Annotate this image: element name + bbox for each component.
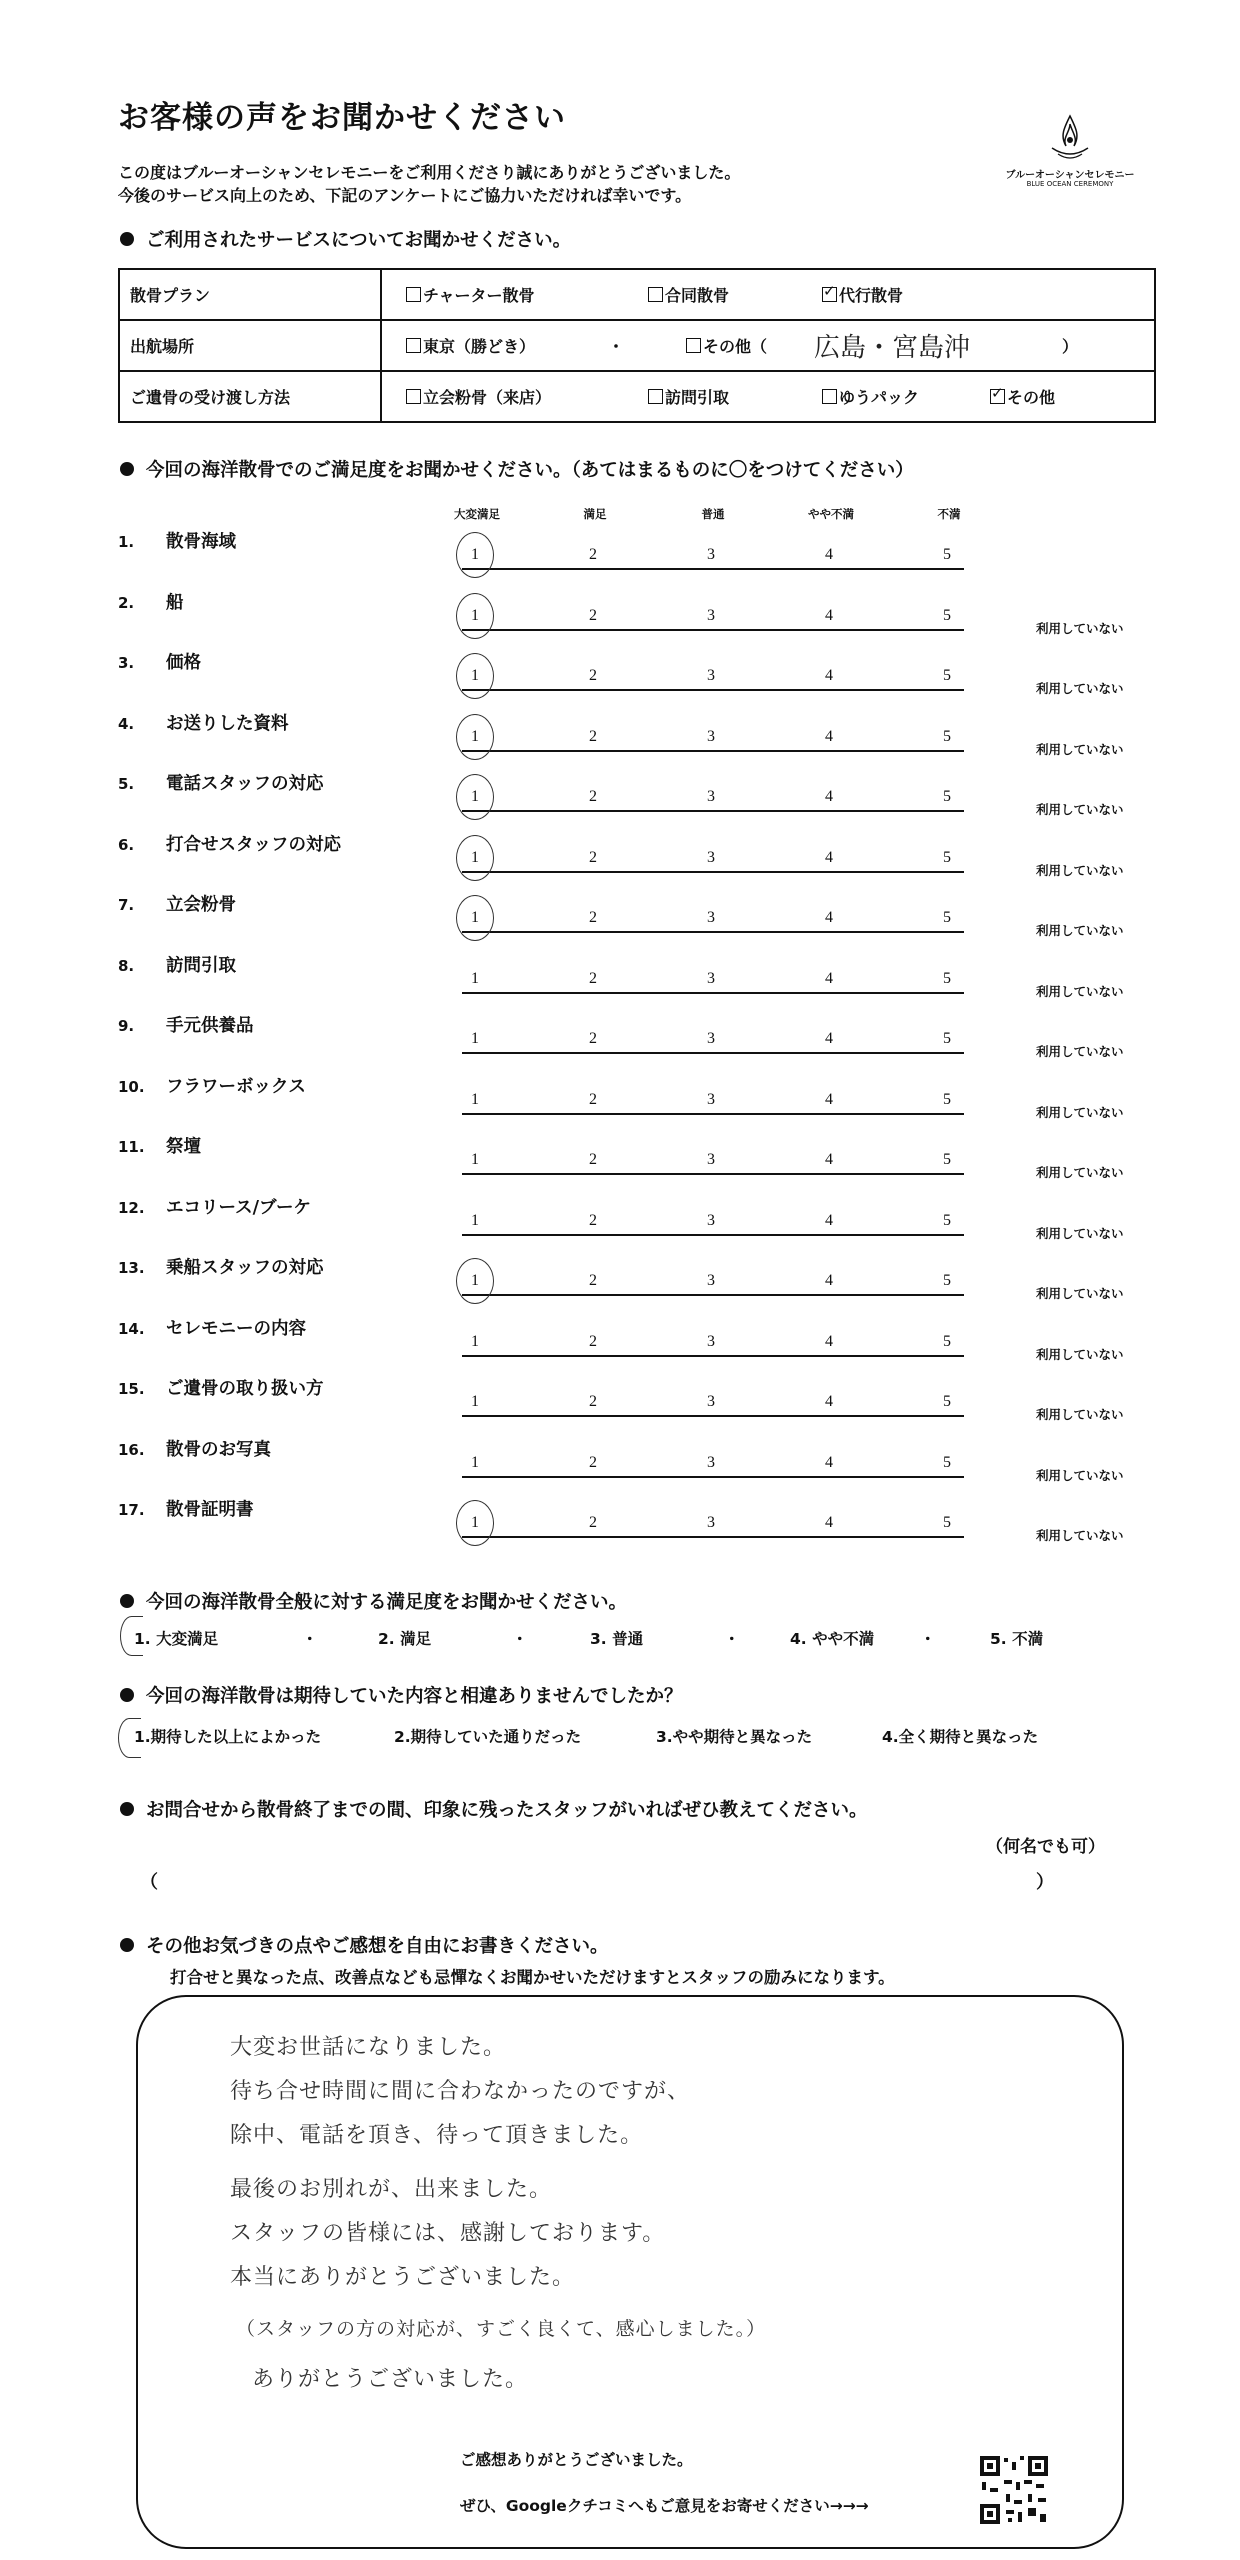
rating-option[interactable]: 4 (825, 667, 833, 684)
question-label (118, 1254, 324, 1279)
question-text: 船 (166, 592, 184, 613)
rating-option[interactable]: 4 (825, 1332, 833, 1350)
rating-option[interactable]: 4 (825, 1453, 833, 1471)
handwritten-line: 大変お世話になりました。 (230, 2035, 507, 2060)
rating-underline (462, 1476, 964, 1478)
qr-code-icon[interactable] (978, 2454, 1050, 2526)
rating-option[interactable]: 4 (825, 1514, 833, 1531)
question-label (118, 891, 236, 916)
rating-option[interactable]: 1 (471, 848, 479, 866)
selection-circle (456, 653, 494, 699)
option-proxy[interactable]: ✓ 代行散骨 (822, 283, 903, 306)
selection-circle (456, 532, 494, 578)
rating-option[interactable]: 3 (707, 788, 715, 805)
rating-option[interactable]: 3 (707, 909, 715, 926)
not-used-option[interactable]: 利用していない (1036, 923, 1124, 938)
scale-label: 不満 (937, 507, 961, 521)
footer-google-note: ぜひ、Googleクチコミへもご意見をお寄せください→→→ (460, 2497, 869, 2515)
question-number: 1. (118, 533, 135, 551)
rating-option[interactable]: 5 (943, 606, 951, 624)
rating-option[interactable]: 2 (589, 1272, 597, 1289)
rating-option[interactable]: 2 (589, 788, 597, 805)
staff-open-paren: （ (140, 1872, 158, 1893)
rating-underline (462, 931, 964, 933)
question-text: 散骨のお写真 (166, 1439, 271, 1460)
rating-option[interactable]: 5 (943, 1030, 951, 1047)
rating-option[interactable]: 3 (707, 727, 715, 745)
separator: ・ (302, 1630, 318, 1648)
handwritten-line: 最後のお別れが、出来ました。 (230, 2177, 553, 2202)
rating-option[interactable]: 3 (707, 1211, 715, 1229)
rating-option[interactable]: 1 (471, 1332, 479, 1350)
bullet-icon (120, 1938, 134, 1952)
question-number: 8. (118, 956, 135, 975)
rating-underline (462, 871, 964, 873)
rating-option[interactable]: 3 (707, 1090, 715, 1108)
checkbox[interactable] (406, 389, 421, 404)
option-attend[interactable]: 立会粉骨（来店） (406, 385, 551, 408)
not-used-option[interactable]: 利用していない (1036, 1286, 1124, 1301)
question-number: 14. (118, 1319, 145, 1338)
question-text: 電話スタッフの対応 (166, 774, 324, 794)
rating-option[interactable]: 5 (943, 909, 951, 926)
expectation-choice-2[interactable]: 2.期待していた通りだった (394, 1728, 582, 1746)
rating-option[interactable]: 2 (589, 1151, 597, 1168)
rating-option[interactable]: 3 (707, 1030, 715, 1047)
comments-subtext: 打合せと異なった点、改善点なども忌憚なくお聞かせいただけますとスタッフの励みになります。 (170, 1968, 895, 1987)
handwritten-line: （スタッフの方の対応が、すごく良くて、感心しました。） (236, 2318, 767, 2340)
rating-option[interactable]: 1 (471, 1393, 479, 1410)
logo-name: ブルーオーシャンセレモニー (1005, 170, 1135, 181)
checkbox[interactable] (822, 389, 837, 404)
question-number: 9. (118, 1017, 135, 1035)
rating-underline (462, 1234, 964, 1236)
option-visit[interactable]: 訪問引取 (648, 385, 729, 408)
rating-option[interactable]: 3 (707, 606, 715, 624)
question-label (118, 589, 184, 614)
rating-option[interactable]: 1 (471, 969, 479, 987)
rating-option[interactable]: 2 (589, 667, 597, 684)
question-label (118, 831, 341, 856)
rating-option[interactable]: 4 (825, 788, 833, 805)
rating-option[interactable]: 2 (589, 1090, 597, 1108)
not-used-option[interactable]: 利用していない (1036, 1104, 1124, 1120)
question-number: 2. (118, 593, 135, 612)
rating-option[interactable]: 5 (943, 1332, 951, 1350)
question-number: 13. (118, 1259, 145, 1277)
not-used-option[interactable]: 利用していない (1036, 1165, 1124, 1180)
question-text: 訪問引取 (166, 955, 236, 976)
question-number: 17. (118, 1501, 145, 1519)
not-used-option[interactable]: 利用していない (1036, 802, 1124, 817)
rating-option[interactable]: 3 (707, 848, 715, 866)
rating-option[interactable]: 4 (825, 848, 833, 866)
rating-option[interactable]: 4 (825, 909, 833, 926)
checkbox[interactable] (406, 287, 421, 302)
question-text: 乗船スタッフの対応 (166, 1258, 324, 1278)
question-text: 散骨証明書 (166, 1500, 254, 1520)
rating-option[interactable]: 5 (943, 848, 951, 866)
question-text: 手元供養品 (166, 1016, 254, 1036)
row-options (381, 269, 1155, 320)
scale-label: 満足 (583, 507, 607, 521)
not-used-option[interactable]: 利用していない (1036, 1467, 1124, 1483)
rating-option[interactable]: 1 (471, 727, 479, 745)
intro-line-2: 今後のサービス向上のため、下記のアンケートにご協力いただければ幸いです。 (118, 186, 692, 205)
rating-option[interactable]: 1 (471, 1272, 479, 1289)
question-text: 立会粉骨 (166, 895, 236, 915)
overall-choice-5[interactable]: 5. 不満 (990, 1630, 1044, 1648)
rating-option[interactable]: 1 (471, 788, 479, 805)
comments-heading-text: その他お気づきの点やご感想を自由にお書きください。 (146, 1936, 609, 1957)
selection-circle (120, 1616, 143, 1656)
rating-option[interactable]: 4 (825, 1272, 833, 1289)
staff-close-paren: ） (1036, 1872, 1054, 1893)
rating-underline (462, 810, 964, 812)
rating-option[interactable]: 2 (589, 606, 597, 624)
checkbox-checked[interactable] (822, 287, 837, 302)
company-logo (1000, 110, 1140, 200)
services-row-departure (119, 320, 1155, 371)
bullet-icon (120, 462, 134, 476)
rating-option[interactable]: 5 (943, 788, 951, 805)
question-number: 3. (118, 654, 135, 672)
rating-option[interactable]: 1 (471, 546, 479, 563)
overall-choice-2[interactable]: 2. 満足 (378, 1630, 432, 1648)
rating-underline (462, 1052, 964, 1054)
not-used-option[interactable]: 利用していない (1036, 681, 1124, 696)
question-number: 6. (118, 835, 135, 854)
rating-option[interactable]: 3 (707, 1151, 715, 1168)
rating-option[interactable]: 5 (943, 1090, 951, 1108)
rating-option[interactable]: 3 (707, 1332, 715, 1350)
selection-circle (456, 593, 494, 639)
rating-option[interactable]: 2 (589, 969, 597, 987)
expectation-heading-text: 今回の海洋散骨は期待していた内容と相違ありませんでしたか？ (146, 1686, 683, 1707)
expectation-choice-4[interactable]: 4.全く期待と異なった (882, 1728, 1039, 1746)
rating-option[interactable]: 1 (471, 1211, 479, 1229)
expectation-choice-1[interactable]: 1.期待した以上によかった (134, 1728, 322, 1746)
rating-underline (462, 992, 964, 994)
page-title: お客様の声をお聞かせください (118, 100, 566, 136)
rating-option[interactable]: 2 (589, 909, 597, 926)
not-used-option[interactable]: 利用していない (1036, 1407, 1124, 1422)
question-label (118, 528, 236, 553)
rating-option[interactable]: 4 (825, 727, 833, 745)
selection-circle (456, 835, 494, 881)
footer-thanks: ご感想ありがとうございました。 (460, 2451, 693, 2469)
separator: ・ (608, 337, 625, 356)
option-yupack[interactable]: ゆうパック (822, 385, 919, 408)
row-label: 散骨プラン (119, 269, 381, 320)
not-used-option[interactable]: 利用していない (1036, 862, 1124, 878)
overall-heading (120, 1588, 627, 1614)
rating-option[interactable]: 5 (943, 727, 951, 745)
rating-option[interactable]: 4 (825, 1211, 833, 1229)
rating-option[interactable]: 4 (825, 546, 833, 563)
rating-option[interactable]: 3 (707, 667, 715, 684)
rating-underline (462, 629, 964, 631)
not-used-option[interactable]: 利用していない (1036, 1346, 1124, 1362)
staff-input-area[interactable] (164, 1864, 1024, 1892)
expectation-choice-3[interactable]: 3.やや期待と異なった (656, 1728, 813, 1746)
rating-option[interactable]: 4 (825, 969, 833, 987)
question-label (118, 1194, 311, 1219)
rating-option[interactable]: 2 (589, 1393, 597, 1410)
not-used-option[interactable]: 利用していない (1036, 1225, 1124, 1241)
selection-circle (456, 774, 494, 820)
rating-option[interactable]: 1 (471, 1453, 479, 1471)
handwritten-line: 待ち合せ時間に間に合わなかったのですが、 (230, 2079, 691, 2104)
option-other[interactable]: その他（ (686, 334, 767, 357)
rating-option[interactable]: 1 (471, 1514, 479, 1531)
question-label (118, 649, 201, 674)
selection-circle (456, 1500, 494, 1546)
question-label (118, 1436, 271, 1461)
rating-option[interactable]: 3 (707, 969, 715, 987)
services-heading (120, 226, 571, 252)
selection-circle (456, 1258, 494, 1304)
rating-option[interactable]: 4 (825, 1393, 833, 1410)
question-text: 祭壇 (166, 1137, 201, 1157)
rating-option[interactable]: 4 (825, 606, 833, 624)
question-label (118, 952, 236, 977)
intro-line-1: この度はブルーオーシャンセレモニーをご利用くださり誠にありがとうございました。 (118, 163, 741, 182)
question-label (118, 1073, 306, 1098)
option-charter[interactable]: チャーター散骨 (406, 283, 535, 306)
question-label (118, 1012, 254, 1037)
rating-option[interactable]: 4 (825, 1090, 833, 1108)
question-label (118, 710, 289, 735)
handwritten-line: 本当にありがとうございました。 (230, 2265, 576, 2290)
satisfaction-heading (120, 456, 914, 482)
row-label: 出航場所 (119, 320, 381, 371)
not-used-option[interactable]: 利用していない (1036, 741, 1124, 757)
services-table (118, 268, 1156, 423)
separator: ・ (724, 1630, 740, 1648)
rating-option[interactable]: 2 (589, 546, 597, 563)
question-number: 15. (118, 1380, 145, 1398)
rating-option[interactable]: 2 (589, 1030, 597, 1047)
rating-option[interactable]: 2 (589, 848, 597, 866)
rating-option[interactable]: 5 (943, 1514, 951, 1531)
rating-underline (462, 689, 964, 691)
rating-option[interactable]: 2 (589, 1332, 597, 1350)
expectation-heading (120, 1682, 683, 1708)
row-options (381, 320, 1155, 371)
question-number: 11. (118, 1138, 145, 1156)
question-text: 打合せスタッフの対応 (166, 834, 341, 855)
question-number: 16. (118, 1440, 145, 1459)
question-label (118, 1315, 306, 1340)
rating-option[interactable]: 3 (707, 1514, 715, 1531)
rating-option[interactable]: 1 (471, 606, 479, 624)
scale-label: 普通 (701, 507, 725, 521)
question-number: 7. (118, 896, 135, 914)
overall-choice-4[interactable]: 4. やや不満 (790, 1630, 875, 1648)
rating-option[interactable]: 2 (589, 1514, 597, 1531)
question-text: セレモニーの内容 (166, 1318, 306, 1339)
staff-heading (120, 1796, 868, 1822)
services-row-plan (119, 269, 1155, 320)
rating-underline (462, 568, 964, 570)
rating-option[interactable]: 5 (943, 667, 951, 684)
rating-option[interactable]: 2 (589, 1453, 597, 1471)
checkbox[interactable] (686, 338, 701, 353)
rating-option[interactable]: 1 (471, 1090, 479, 1108)
bullet-icon (120, 232, 134, 246)
rating-underline (462, 1173, 964, 1175)
question-label (118, 1133, 201, 1158)
separator: ・ (512, 1630, 528, 1648)
not-used-option[interactable]: 利用していない (1036, 1528, 1124, 1543)
question-number: 5. (118, 775, 135, 793)
staff-heading-text: お問合せから散骨終了までの間、印象に残ったスタッフがいればぜひ教えてください。 (146, 1800, 868, 1821)
bullet-icon (120, 1594, 134, 1608)
option-other[interactable]: ✓ その他 (990, 385, 1055, 408)
checkbox-checked[interactable] (990, 389, 1005, 404)
question-label (118, 1496, 254, 1521)
rating-option[interactable]: 5 (943, 969, 951, 987)
rating-option[interactable]: 4 (825, 1151, 833, 1168)
rating-option[interactable]: 1 (471, 909, 479, 926)
satisfaction-heading-text: 今回の海洋散骨でのご満足度をお聞かせください。（あてはまるものに〇をつけてください） (146, 460, 914, 481)
row-options (381, 371, 1155, 422)
rating-option[interactable]: 5 (943, 1453, 951, 1471)
handwritten-line: ありがとうございました。 (252, 2367, 529, 2392)
rating-option[interactable]: 5 (943, 1272, 951, 1289)
overall-choice-1[interactable]: 1. 大変満足 (134, 1630, 219, 1648)
rating-underline (462, 1355, 964, 1357)
question-text: 散骨海域 (166, 532, 236, 552)
rating-option[interactable]: 3 (707, 1393, 715, 1410)
question-text: ご遺骨の取り扱い方 (166, 1379, 324, 1399)
rating-underline (462, 1536, 964, 1538)
question-label (118, 770, 324, 795)
separator: ・ (920, 1630, 936, 1648)
logo-flame-icon (1000, 110, 1140, 166)
services-row-delivery (119, 371, 1155, 422)
checkbox[interactable] (648, 287, 663, 302)
rating-option[interactable]: 2 (589, 1211, 597, 1229)
handwritten-line: スタッフの皆様には、感謝しております。 (230, 2221, 666, 2246)
not-used-option[interactable]: 利用していない (1036, 983, 1124, 999)
checkbox[interactable] (406, 338, 421, 353)
rating-underline (462, 1415, 964, 1417)
question-text: フラワーボックス (166, 1076, 306, 1097)
question-text: お送りした資料 (166, 713, 289, 734)
rating-option[interactable]: 5 (943, 546, 951, 563)
comments-heading (120, 1932, 609, 1958)
bullet-icon (120, 1688, 134, 1702)
row-label: ご遺骨の受け渡し方法 (119, 371, 381, 422)
rating-option[interactable]: 3 (707, 1272, 715, 1289)
overall-heading-text: 今回の海洋散骨全般に対する満足度をお聞かせください。 (146, 1592, 628, 1613)
rating-underline (462, 750, 964, 752)
handwritten-line: 除中、電話を頂き、待って頂きました。 (230, 2123, 644, 2148)
checkbox[interactable] (648, 389, 663, 404)
rating-option[interactable]: 5 (943, 1151, 951, 1168)
rating-option[interactable]: 1 (471, 1151, 479, 1168)
question-number: 12. (118, 1198, 145, 1217)
question-text: エコリース/ブーケ (166, 1197, 311, 1218)
option-tokyo[interactable]: 東京（勝どき） (406, 334, 535, 357)
rating-option[interactable]: 4 (825, 1030, 833, 1047)
rating-option[interactable]: 5 (943, 1211, 951, 1229)
rating-option[interactable]: 1 (471, 1030, 479, 1047)
selection-circle (456, 714, 494, 760)
rating-option[interactable]: 3 (707, 1453, 715, 1471)
overall-choice-3[interactable]: 3. 普通 (590, 1630, 644, 1648)
rating-option[interactable]: 3 (707, 546, 715, 563)
other-location-handwritten[interactable]: 広島・宮島沖 (814, 333, 971, 363)
services-heading-text: ご利用されたサービスについてお聞かせください。 (146, 230, 572, 251)
question-text: 価格 (166, 653, 201, 673)
scale-label: やや不満 (808, 507, 854, 521)
question-number: 4. (118, 714, 135, 733)
option-joint[interactable]: 合同散骨 (648, 283, 729, 306)
rating-underline (462, 1113, 964, 1115)
bullet-icon (120, 1802, 134, 1816)
question-label (118, 1375, 324, 1400)
logo-subtitle: BLUE OCEAN CEREMONY (1026, 180, 1114, 188)
rating-option[interactable]: 1 (471, 667, 479, 684)
not-used-option[interactable]: 利用していない (1036, 1044, 1124, 1059)
rating-option[interactable]: 2 (589, 727, 597, 745)
rating-option[interactable]: 5 (943, 1393, 951, 1410)
rating-underline (462, 1294, 964, 1296)
close-paren: ） (1062, 337, 1079, 356)
scale-label: 大変満足 (454, 507, 500, 521)
not-used-option[interactable]: 利用していない (1036, 620, 1124, 636)
question-number: 10. (118, 1077, 145, 1096)
staff-note: （何名でも可） (986, 1837, 1105, 1857)
selection-circle (456, 895, 494, 941)
